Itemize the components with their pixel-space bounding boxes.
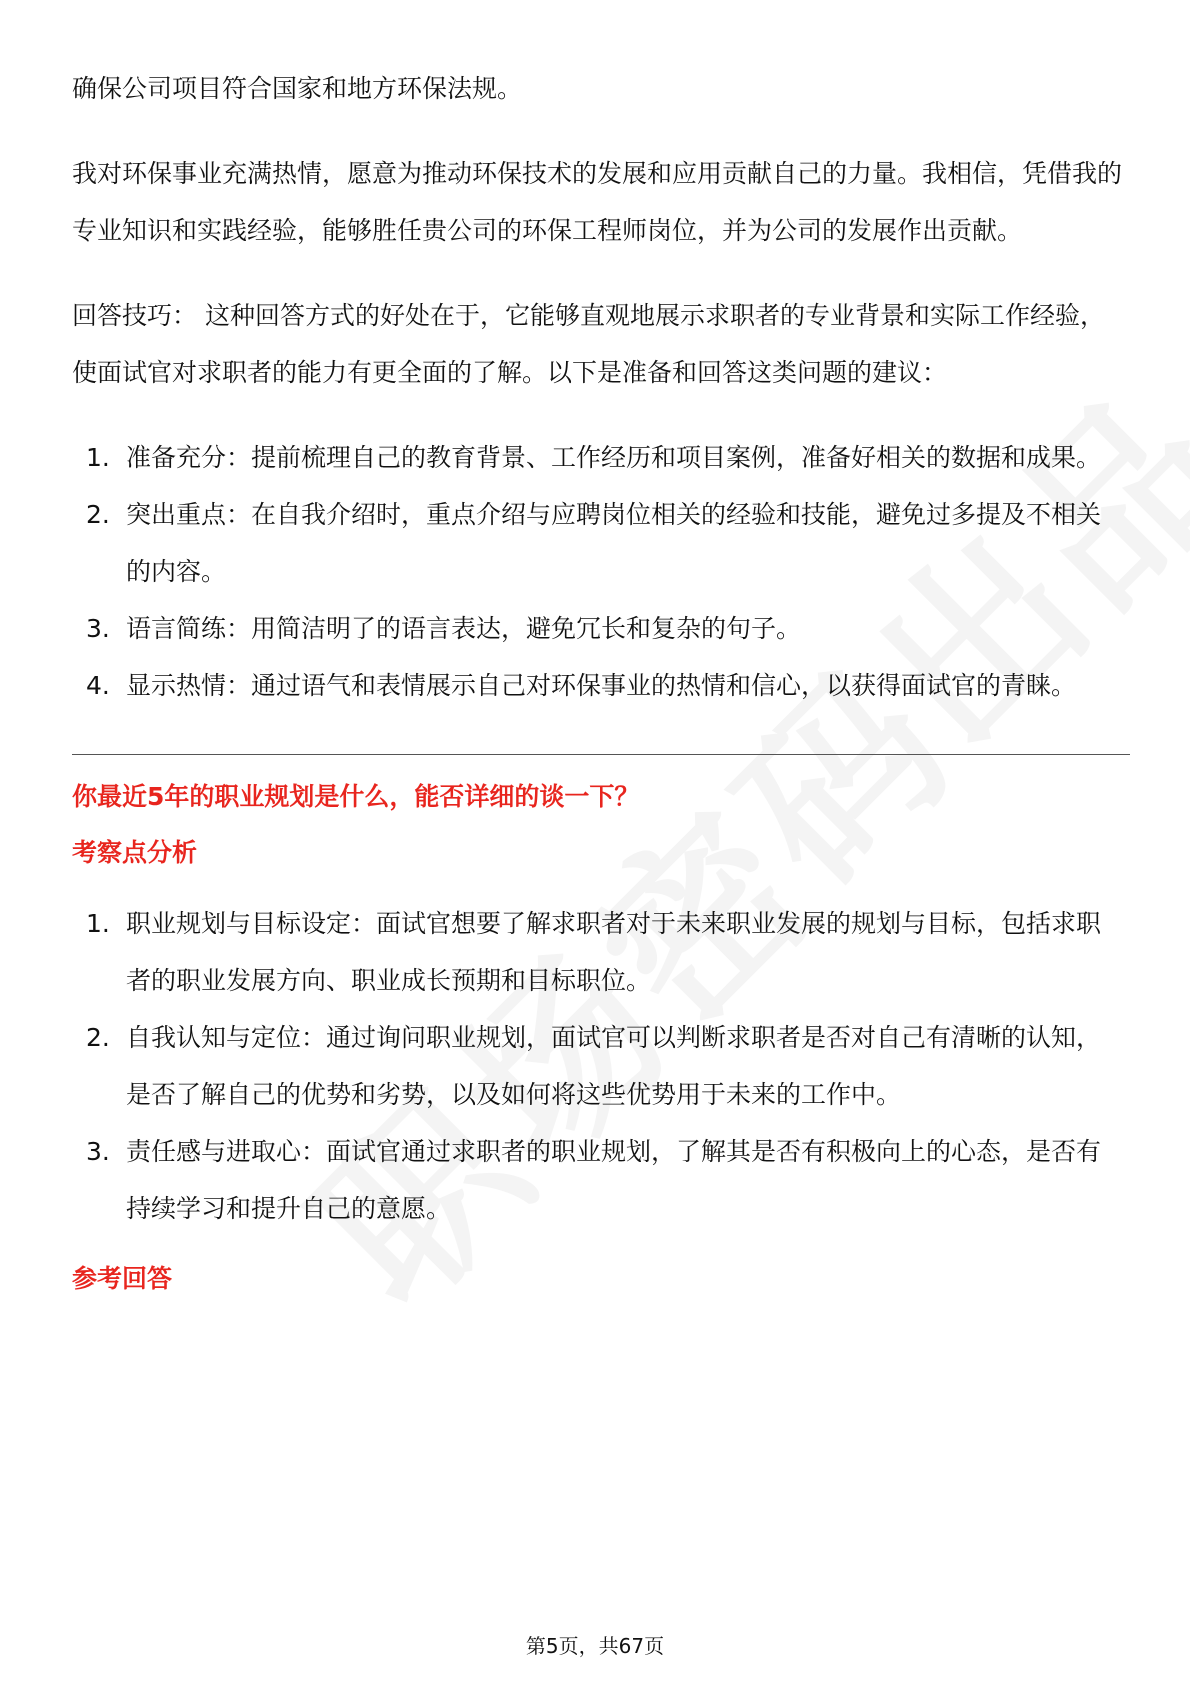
list-number: 3. [86,1137,110,1166]
list-item [72,895,1122,1009]
paragraph-answer-tips: 回答技巧： 这种回答方式的好处在于，它能够直观地展示求职者的专业背景和实际工作经验，使面试官对求职者的能力有更全面的了解。以下是准备和回答这类问题的建议： [72,301,1105,387]
question-heading: 你最近5年的职业规划是什么，能否详细的谈一下？ [72,782,640,811]
list-number: 4. [86,671,110,700]
list-number: 3. [86,614,110,643]
list-item-text: 职业规划与目标设定：面试官想要了解求职者对于未来职业发展的规划与目标，包括求职者的职业发展方向、职业成长预期和目标职位。 [126,909,1102,995]
analysis-heading: 考察点分析 [72,838,198,867]
list-item [72,486,1122,600]
section-divider [72,754,1130,755]
list-item-text: 显示热情：通过语气和表情展示自己对环保事业的热情和信心，以获得面试官的青睐。 [126,671,1077,700]
list-item-text: 语言简练：用简洁明了的语言表达，避免冗长和复杂的句子。 [126,614,802,643]
list-number: 1. [86,443,110,472]
paragraph-compliance: 确保公司项目符合国家和地方环保法规。 [72,74,523,103]
list-number: 2. [86,1023,110,1052]
page-content [72,60,1122,1307]
answer-heading: 参考回答 [72,1264,173,1293]
tips-list [72,429,1122,714]
list-item-text: 准备充分：提前梳理自己的教育背景、工作经历和项目案例，准备好相关的数据和成果。 [126,443,1102,472]
page-footer: 第5页，共67页 [525,1634,665,1658]
list-number: 2. [86,500,110,529]
list-item [72,1009,1122,1123]
paragraph-passion: 我对环保事业充满热情，愿意为推动环保技术的发展和应用贡献自己的力量。我相信，凭借我的专业知识和实践经验，能够胜任贵公司的环保工程师岗位，并为公司的发展作出贡献。 [72,159,1123,245]
list-item-text: 责任感与进取心：面试官通过求职者的职业规划，了解其是否有积极向上的心态，是否有持续学习和提升自己的意愿。 [126,1137,1102,1223]
list-item [72,657,1122,714]
list-number: 1. [86,909,110,938]
analysis-list [72,895,1122,1237]
list-item [72,1123,1122,1237]
list-item [72,429,1122,486]
list-item-text: 自我认知与定位：通过询问职业规划，面试官可以判断求职者是否对自己有清晰的认知，是否了解自己的优势和劣势，以及如何将这些优势用于未来的工作中。 [126,1023,1102,1109]
list-item-text: 突出重点：在自我介绍时，重点介绍与应聘岗位相关的经验和技能，避免过多提及不相关的内容。 [126,500,1102,586]
list-item [72,600,1122,657]
